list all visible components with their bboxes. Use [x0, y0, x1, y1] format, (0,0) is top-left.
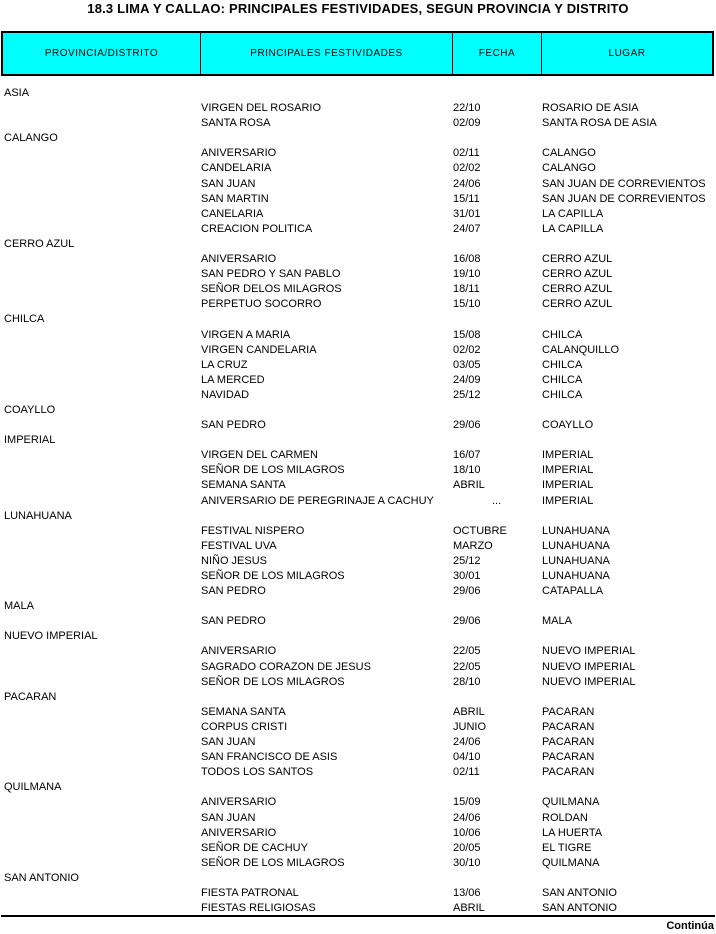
cell-fecha: 02/09: [453, 117, 481, 130]
page-title: 18.3 LIMA Y CALLAO: PRINCIPALES FESTIVIDADES, SEGUN PROVINCIA Y DISTRITO: [87, 1, 629, 16]
table-row: [0, 252, 716, 267]
cell-festividad: ANIVERSARIO DE PEREGRINAJE A CACHUY: [201, 494, 434, 507]
table-row: [0, 388, 716, 403]
cell-festividad: FESTIVAL UVA: [201, 539, 277, 552]
cell-fecha: 15/11: [453, 192, 480, 205]
table-row: [0, 569, 716, 584]
cell-lugar: EL TIGRE: [542, 841, 592, 854]
cell-lugar: NUEVO IMPERIAL: [542, 660, 636, 673]
cell-festividad: VIRGEN A MARIA: [201, 328, 291, 341]
table-row-provincia: [0, 433, 716, 448]
table-row: [0, 267, 716, 282]
table-row: [0, 750, 716, 765]
cell-festividad: NIÑO JESUS: [201, 554, 268, 567]
table-row: [0, 448, 716, 463]
cell-fecha: 25/12: [453, 554, 481, 567]
cell-lugar: IMPERIAL: [542, 479, 594, 492]
cell-fecha: ABRIL: [453, 479, 485, 492]
cell-lugar: LA CAPILLA: [542, 222, 604, 235]
cell-provincia: CALANGO: [4, 132, 58, 145]
cell-lugar: IMPERIAL: [542, 449, 594, 462]
cell-fecha: 24/09: [453, 373, 481, 386]
cell-provincia: CERRO AZUL: [4, 237, 75, 250]
cell-lugar: IMPERIAL: [542, 494, 594, 507]
table-row: [0, 282, 716, 297]
cell-festividad: FIESTA PATRONAL: [201, 886, 299, 899]
table-row: [0, 720, 716, 735]
table-row: [0, 116, 716, 131]
cell-festividad: SEMANA SANTA: [201, 705, 286, 718]
cell-festividad: FIESTAS RELIGIOSAS: [201, 902, 316, 915]
bottom-rule: [1, 915, 715, 917]
table-row: [0, 297, 716, 312]
cell-fecha: 29/06: [453, 615, 481, 628]
cell-lugar: PACARAN: [542, 766, 595, 779]
table-body: [0, 86, 716, 916]
cell-lugar: CALANQUILLO: [542, 343, 620, 356]
cell-festividad: SEÑOR DE LOS MILAGROS: [201, 675, 345, 688]
table-row: [0, 841, 716, 856]
table-row: [0, 478, 716, 493]
table-row-provincia: [0, 403, 716, 418]
column-header-lugar: LUGAR: [541, 33, 714, 74]
cell-festividad: SAN PEDRO: [201, 615, 266, 628]
cell-festividad: LA CRUZ: [201, 358, 248, 371]
cell-fecha: 25/12: [453, 388, 481, 401]
cell-lugar: LUNAHUANA: [542, 554, 610, 567]
table-row-provincia: [0, 629, 716, 644]
cell-fecha: 02/02: [453, 343, 481, 356]
table-row: [0, 901, 716, 916]
table-row-provincia: [0, 237, 716, 252]
table-row-provincia: [0, 690, 716, 705]
cell-lugar: CATAPALLA: [542, 585, 604, 598]
cell-festividad: SAGRADO CORAZON DE JESUS: [201, 660, 371, 673]
column-header-fecha: FECHA: [452, 33, 541, 74]
table-row: [0, 554, 716, 569]
cell-fecha: 24/06: [453, 177, 481, 190]
cell-provincia: CHILCA: [4, 313, 45, 326]
cell-lugar: LUNAHUANA: [542, 524, 610, 537]
cell-festividad: ANIVERSARIO: [201, 796, 277, 809]
table-row: [0, 524, 716, 539]
cell-festividad: VIRGEN CANDELARIA: [201, 343, 317, 356]
cell-fecha: 16/08: [453, 253, 481, 266]
cell-lugar: QUILMANA: [542, 856, 600, 869]
table-row: [0, 886, 716, 901]
cell-lugar: NUEVO IMPERIAL: [542, 645, 636, 658]
table-header: [1, 31, 714, 76]
cell-fecha: MARZO: [453, 539, 493, 552]
table-row: [0, 418, 716, 433]
cell-lugar: CHILCA: [542, 328, 583, 341]
table-row: [0, 373, 716, 388]
cell-lugar: PACARAN: [542, 736, 595, 749]
cell-fecha: ...: [492, 494, 502, 507]
table-row: [0, 161, 716, 176]
cell-fecha: 02/11: [453, 147, 480, 160]
cell-fecha: 13/06: [453, 886, 481, 899]
cell-festividad: SAN JUAN: [201, 177, 256, 190]
cell-festividad: VIRGEN DEL ROSARIO: [201, 102, 322, 115]
cell-provincia: COAYLLO: [4, 403, 56, 416]
table-row-provincia: [0, 780, 716, 795]
cell-festividad: TODOS LOS SANTOS: [201, 766, 314, 779]
table-row: [0, 795, 716, 810]
cell-lugar: QUILMANA: [542, 796, 600, 809]
cell-festividad: FESTIVAL NISPERO: [201, 524, 305, 537]
cell-festividad: SAN PEDRO: [201, 585, 266, 598]
cell-festividad: SAN PEDRO: [201, 419, 266, 432]
cell-fecha: 15/08: [453, 328, 481, 341]
table-row: [0, 177, 716, 192]
cell-lugar: IMPERIAL: [542, 464, 594, 477]
table-row: [0, 856, 716, 871]
table-row: [0, 101, 716, 116]
cell-festividad: SAN FRANCISCO DE ASIS: [201, 751, 338, 764]
cell-fecha: 22/05: [453, 660, 481, 673]
cell-festividad: SEÑOR DELOS MILAGROS: [201, 283, 342, 296]
cell-fecha: 16/07: [453, 449, 481, 462]
table-row-provincia: [0, 131, 716, 146]
cell-lugar: ROSARIO DE ASIA: [542, 102, 639, 115]
table-row: [0, 735, 716, 750]
cell-fecha: 22/05: [453, 645, 481, 658]
table-row: [0, 463, 716, 478]
table-row: [0, 614, 716, 629]
cell-festividad: SANTA ROSA: [201, 117, 271, 130]
cell-festividad: SEÑOR DE CACHUY: [201, 841, 308, 854]
cell-fecha: 24/06: [453, 811, 481, 824]
cell-fecha: 30/01: [453, 570, 481, 582]
cell-festividad: VIRGEN DEL CARMEN: [201, 449, 318, 462]
cell-fecha: 28/10: [453, 675, 481, 688]
cell-fecha: 15/09: [453, 796, 481, 809]
table-row: [0, 343, 716, 358]
cell-lugar: CHILCA: [542, 373, 583, 386]
table-row: [0, 660, 716, 675]
table-row: [0, 494, 716, 509]
cell-festividad: CREACION POLITICA: [201, 222, 313, 235]
table-row: [0, 826, 716, 841]
cell-festividad: SEÑOR DE LOS MILAGROS: [201, 570, 345, 582]
cell-provincia: IMPERIAL: [4, 434, 56, 447]
cell-fecha: JUNIO: [453, 720, 486, 733]
cell-fecha: 04/10: [453, 751, 481, 764]
cell-festividad: SAN JUAN: [201, 811, 256, 824]
cell-fecha: 24/07: [453, 222, 481, 235]
cell-lugar: CERRO AZUL: [542, 253, 613, 266]
cell-festividad: SEÑOR DE LOS MILAGROS: [201, 464, 345, 477]
cell-fecha: 18/10: [453, 464, 481, 477]
cell-lugar: CERRO AZUL: [542, 298, 613, 311]
cell-fecha: 29/06: [453, 585, 481, 598]
table-row-provincia: [0, 312, 716, 327]
cell-festividad: CANELARIA: [201, 207, 264, 220]
continued-note: Continúa: [666, 920, 714, 932]
cell-lugar: SAN ANTONIO: [542, 886, 617, 899]
cell-fecha: 22/10: [453, 102, 481, 115]
cell-fecha: 20/05: [453, 841, 481, 854]
cell-lugar: PACARAN: [542, 720, 595, 733]
table-row-provincia: [0, 86, 716, 101]
table-row: [0, 192, 716, 207]
cell-fecha: 31/01: [453, 207, 481, 220]
cell-fecha: 02/11: [453, 766, 480, 779]
cell-lugar: CERRO AZUL: [542, 283, 613, 296]
cell-lugar: COAYLLO: [542, 419, 594, 432]
table-row: [0, 811, 716, 826]
cell-festividad: ANIVERSARIO: [201, 147, 277, 160]
table-row: [0, 207, 716, 222]
cell-festividad: SEMANA SANTA: [201, 479, 286, 492]
cell-festividad: CORPUS CRISTI: [201, 720, 288, 733]
cell-provincia: MALA: [4, 600, 34, 613]
table-row: [0, 222, 716, 237]
cell-fecha: 15/10: [453, 298, 481, 311]
cell-fecha: 24/06: [453, 736, 481, 749]
cell-lugar: SAN ANTONIO: [542, 902, 617, 915]
cell-lugar: CALANGO: [542, 162, 596, 175]
cell-festividad: SAN JUAN: [201, 736, 256, 749]
table-row-provincia: [0, 871, 716, 886]
cell-festividad: PERPETUO SOCORRO: [201, 298, 322, 311]
table-row: [0, 146, 716, 161]
cell-fecha: 29/06: [453, 419, 481, 432]
cell-fecha: 10/06: [453, 826, 481, 839]
column-header-provincia: PROVINCIA/DISTRITO: [1, 33, 200, 74]
cell-provincia: LUNAHUANA: [4, 509, 72, 522]
cell-lugar: LA CAPILLA: [542, 207, 604, 220]
cell-lugar: CALANGO: [542, 147, 596, 160]
cell-festividad: NAVIDAD: [201, 388, 250, 401]
table-row: [0, 328, 716, 343]
cell-lugar: CERRO AZUL: [542, 268, 613, 281]
cell-lugar: LUNAHUANA: [542, 539, 610, 552]
cell-festividad: SEÑOR DE LOS MILAGROS: [201, 856, 345, 869]
table-row-provincia: [0, 599, 716, 614]
cell-lugar: MALA: [542, 615, 572, 628]
table-row: [0, 675, 716, 690]
table-row-provincia: [0, 509, 716, 524]
table-row: [0, 705, 716, 720]
cell-provincia: PACARAN: [4, 690, 57, 703]
cell-festividad: SAN MARTIN: [201, 192, 269, 205]
cell-festividad: ANIVERSARIO: [201, 253, 277, 266]
cell-fecha: 19/10: [453, 268, 481, 281]
cell-festividad: LA MERCED: [201, 373, 265, 386]
cell-fecha: 02/02: [453, 162, 481, 175]
table-row: [0, 358, 716, 373]
cell-provincia: QUILMANA: [4, 781, 62, 794]
cell-lugar: SAN JUAN DE CORREVIENTOS: [542, 192, 706, 205]
table-row: [0, 539, 716, 554]
cell-lugar: ROLDAN: [542, 811, 588, 824]
cell-fecha: 18/11: [453, 283, 480, 296]
cell-festividad: CANDELARIA: [201, 162, 272, 175]
table-row: [0, 644, 716, 659]
cell-festividad: ANIVERSARIO: [201, 645, 277, 658]
cell-provincia: NUEVO IMPERIAL: [4, 630, 98, 643]
cell-lugar: SAN JUAN DE CORREVIENTOS: [542, 177, 706, 190]
table-row: [0, 584, 716, 599]
cell-lugar: NUEVO IMPERIAL: [542, 675, 636, 688]
cell-festividad: ANIVERSARIO: [201, 826, 277, 839]
cell-lugar: LA HUERTA: [542, 826, 603, 839]
table-row: [0, 765, 716, 780]
cell-fecha: OCTUBRE: [453, 524, 507, 537]
cell-fecha: ABRIL: [453, 705, 485, 718]
cell-lugar: LUNAHUANA: [542, 570, 610, 582]
cell-lugar: PACARAN: [542, 751, 595, 764]
cell-festividad: SAN PEDRO Y SAN PABLO: [201, 268, 341, 281]
column-header-festividades: PRINCIPALES FESTIVIDADES: [200, 33, 452, 74]
cell-lugar: CHILCA: [542, 388, 583, 401]
cell-lugar: PACARAN: [542, 705, 595, 718]
cell-lugar: CHILCA: [542, 358, 583, 371]
cell-fecha: ABRIL: [453, 902, 485, 915]
cell-provincia: ASIA: [4, 87, 30, 99]
cell-lugar: SANTA ROSA DE ASIA: [542, 117, 657, 130]
cell-fecha: 30/10: [453, 856, 481, 869]
cell-provincia: SAN ANTONIO: [4, 871, 79, 884]
cell-fecha: 03/05: [453, 358, 481, 371]
